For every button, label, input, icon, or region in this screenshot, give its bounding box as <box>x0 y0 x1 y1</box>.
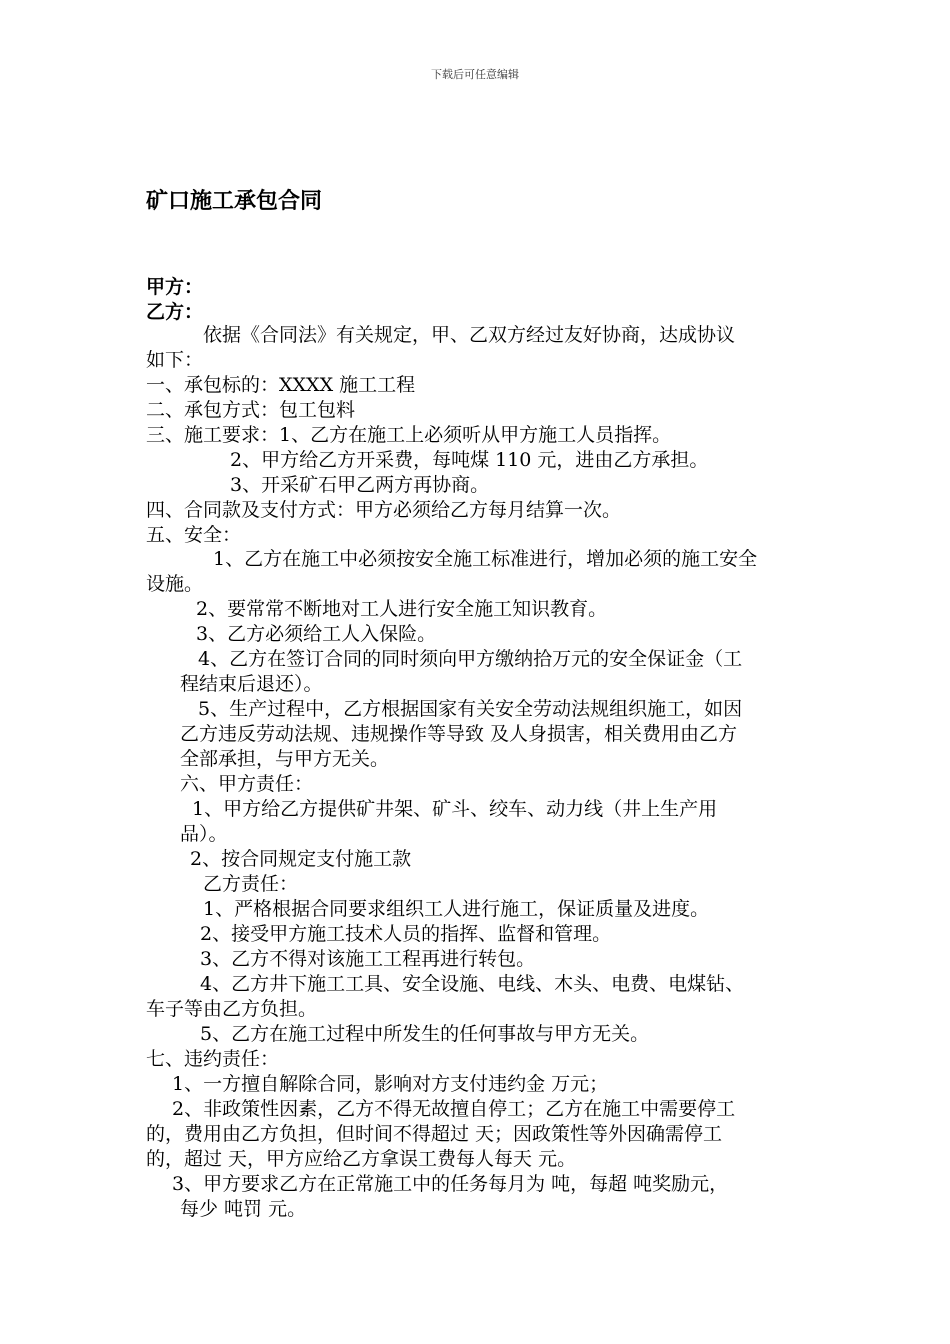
clause-6-item-2: 2、按合同规定支付施工款 <box>190 848 412 870</box>
party-b-duties-heading: 乙方责任： <box>203 873 299 895</box>
clause-7-item-1: 1、一方擅自解除合同，影响对方支付违约金 万元； <box>172 1073 609 1095</box>
clause-7-item-3-cont: 每少 吨罚 元。 <box>180 1198 307 1220</box>
clause-5-item-4-cont: 程结束后退还）。 <box>180 673 323 695</box>
party-b-duty-2: 2、接受甲方施工技术人员的指挥、监督和管理。 <box>200 923 612 945</box>
clause-7-item-2-cont-1: 的，费用由乙方负担，但时间不得超过 天；因政策性等外因确需停工 <box>146 1123 723 1145</box>
clause-5-item-5-cont-1: 乙方违反劳动法规、违规操作等导致 及人身损害，相关费用由乙方 <box>180 723 738 745</box>
clause-5-item-4: 4、乙方在签订合同的同时须向甲方缴纳拾万元的安全保证金（工 <box>198 648 743 670</box>
party-b-duty-4-cont: 车子等由乙方负担。 <box>146 998 318 1020</box>
clause-5-item-1: 1、乙方在施工中必须按安全施工标准进行，增加必须的施工安全 <box>213 548 758 570</box>
clause-3-item-2: 2、甲方给乙方开采费，每吨煤 110 元，进由乙方承担。 <box>230 449 709 471</box>
clause-5-item-5-cont-2: 全部承担，与甲方无关。 <box>180 748 390 770</box>
intro-line-1: 依据《合同法》有关规定，甲、乙双方经过友好协商，达成协议 <box>203 324 736 346</box>
document-title: 矿口施工承包合同 <box>146 189 323 214</box>
party-b-duty-4: 4、乙方井下施工工具、安全设施、电线、木头、电费、电煤钻、 <box>200 973 745 995</box>
party-b-duty-3: 3、乙方不得对该施工工程再进行转包。 <box>200 948 536 970</box>
clause-5: 五、安全： <box>146 524 242 546</box>
clause-6-item-1: 1、甲方给乙方提供矿井架、矿斗、绞车、动力线（井上生产用 <box>192 798 718 820</box>
intro-line-2: 如下： <box>146 349 204 371</box>
clause-3: 三、施工要求：1、乙方在施工上必须听从甲方施工人员指挥。 <box>146 424 672 446</box>
clause-4: 四、合同款及支付方式：甲方必须给乙方每月结算一次。 <box>146 499 622 521</box>
clause-6-item-1-cont: 品）。 <box>180 823 228 845</box>
clause-7-item-3: 3、甲方要求乙方在正常施工中的任务每月为 吨，每超 吨奖励元， <box>172 1173 729 1195</box>
page-header: 下载后可任意编辑 <box>431 68 519 81</box>
clause-2: 二、承包方式：包工包料 <box>146 399 356 421</box>
clause-5-item-5: 5、生产过程中，乙方根据国家有关安全劳动法规组织施工，如因 <box>198 698 743 720</box>
clause-7-item-2: 2、非政策性因素，乙方不得无故擅自停工；乙方在施工中需要停工 <box>172 1098 736 1120</box>
clause-7: 七、违约责任： <box>146 1048 280 1070</box>
clause-7-item-2-cont-2: 的，超过 天，甲方应给乙方拿误工费每人每天 元。 <box>146 1148 577 1170</box>
party-b-duty-1: 1、严格根据合同要求组织工人进行施工，保证质量及进度。 <box>203 898 710 920</box>
clause-3-item-3: 3、开采矿石甲乙两方再协商。 <box>230 474 490 496</box>
clause-1: 一、承包标的：XXXX 施工工程 <box>146 374 416 396</box>
party-b-label: 乙方： <box>146 301 204 323</box>
party-b-duty-5: 5、乙方在施工过程中所发生的任何事故与甲方无关。 <box>200 1023 650 1045</box>
clause-5-item-3: 3、乙方必须给工人入保险。 <box>196 623 437 645</box>
clause-5-item-1-cont: 设施。 <box>146 573 204 595</box>
clause-5-item-2: 2、要常常不断地对工人进行安全施工知识教育。 <box>196 598 608 620</box>
clause-6: 六、甲方责任： <box>180 773 314 795</box>
party-a-label: 甲方： <box>146 276 204 298</box>
